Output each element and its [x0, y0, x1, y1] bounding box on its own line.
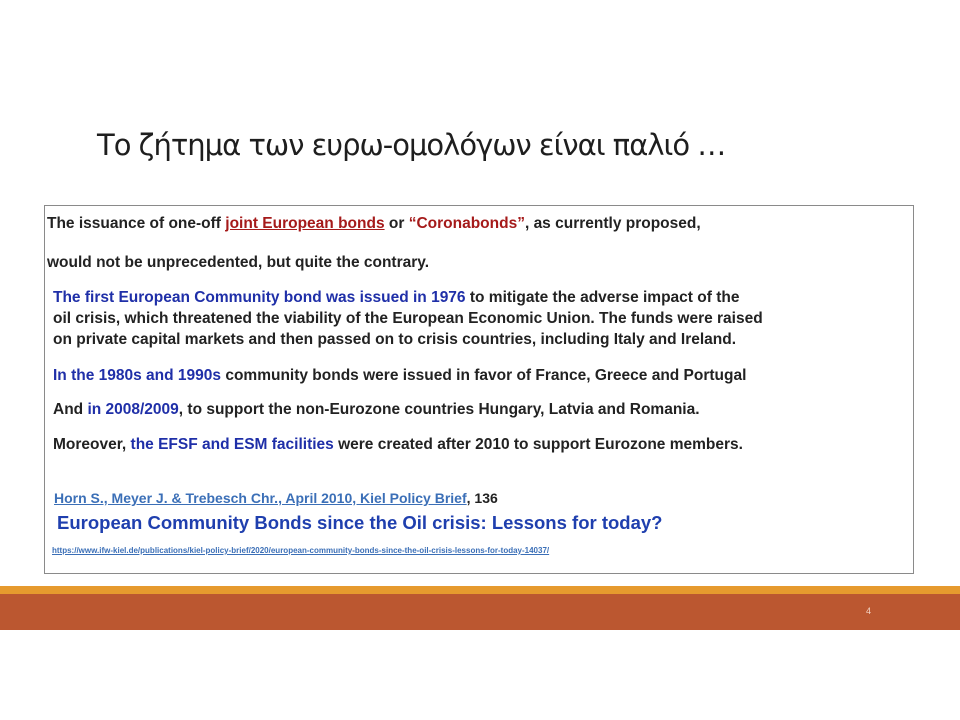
- footer-accent-stripe: [0, 586, 960, 594]
- intro-text: The issuance of one-off: [47, 215, 226, 232]
- paragraph-1976-text: to mitigate the adverse impact of the: [465, 289, 740, 306]
- paragraph-1980s-highlight: In the 1980s and 1990s: [53, 367, 222, 384]
- intro-line-2: would not be unprecedented, but quite the contrary.: [47, 254, 430, 271]
- paragraph-2008-highlight: in 2008/2009: [87, 401, 179, 418]
- paragraph-2008: [53, 401, 700, 419]
- paragraph-1976: [53, 289, 739, 307]
- reference-title: European Community Bonds since the Oil crisis: Lessons for today?: [57, 512, 663, 533]
- joint-european-bonds-link[interactable]: joint European bonds: [225, 215, 385, 232]
- intro-or: or: [384, 215, 409, 232]
- page-number: 4: [866, 606, 872, 616]
- paragraph-efsf-highlight: the EFSF and ESM facilities: [130, 436, 334, 453]
- slide-title: Το ζήτημα των ευρω-ομολόγων είναι παλιό …: [97, 128, 726, 162]
- reference-number: , 136: [466, 490, 498, 506]
- paragraph-2008-text: , to support the non-Eurozone countries Hungary, Latvia and Romania.: [178, 401, 700, 418]
- paragraph-2008-intro: And: [53, 401, 88, 418]
- paragraph-1980s: [53, 367, 746, 385]
- reference-citation: [54, 490, 498, 506]
- intro-tail: , as currently proposed,: [524, 215, 701, 232]
- quote-box: [44, 205, 914, 574]
- paragraph-1980s-text: community bonds were issued in favor of France, Greece and Portugal: [221, 367, 747, 384]
- reference-url-link[interactable]: https://www.ifw-kiel.de/publications/kiel-policy-brief/2020/european-community-bonds-since-the-oil-crisis-lessons-for-today-14037/: [52, 546, 550, 555]
- footer-band: [0, 594, 960, 630]
- intro-line-1: [47, 215, 701, 233]
- paragraph-efsf-intro: Moreover,: [53, 436, 131, 453]
- paragraph-1976-line-3: on private capital markets and then passed on to crisis countries, including Italy and Ireland.: [53, 331, 737, 348]
- paragraph-1976-highlight: The first European Community bond was issued in 1976: [53, 289, 466, 306]
- coronabonds-term: “Coronabonds”: [408, 215, 525, 232]
- reference-authors-link[interactable]: Horn S., Meyer J. & Trebesch Chr., April 2010, Kiel Policy Brief: [54, 490, 467, 506]
- paragraph-1976-line-2: oil crisis, which threatened the viability of the European Economic Union. The funds were raised: [53, 310, 763, 327]
- paragraph-efsf-text: were created after 2010 to support Eurozone members.: [333, 436, 743, 453]
- paragraph-efsf: [53, 436, 743, 454]
